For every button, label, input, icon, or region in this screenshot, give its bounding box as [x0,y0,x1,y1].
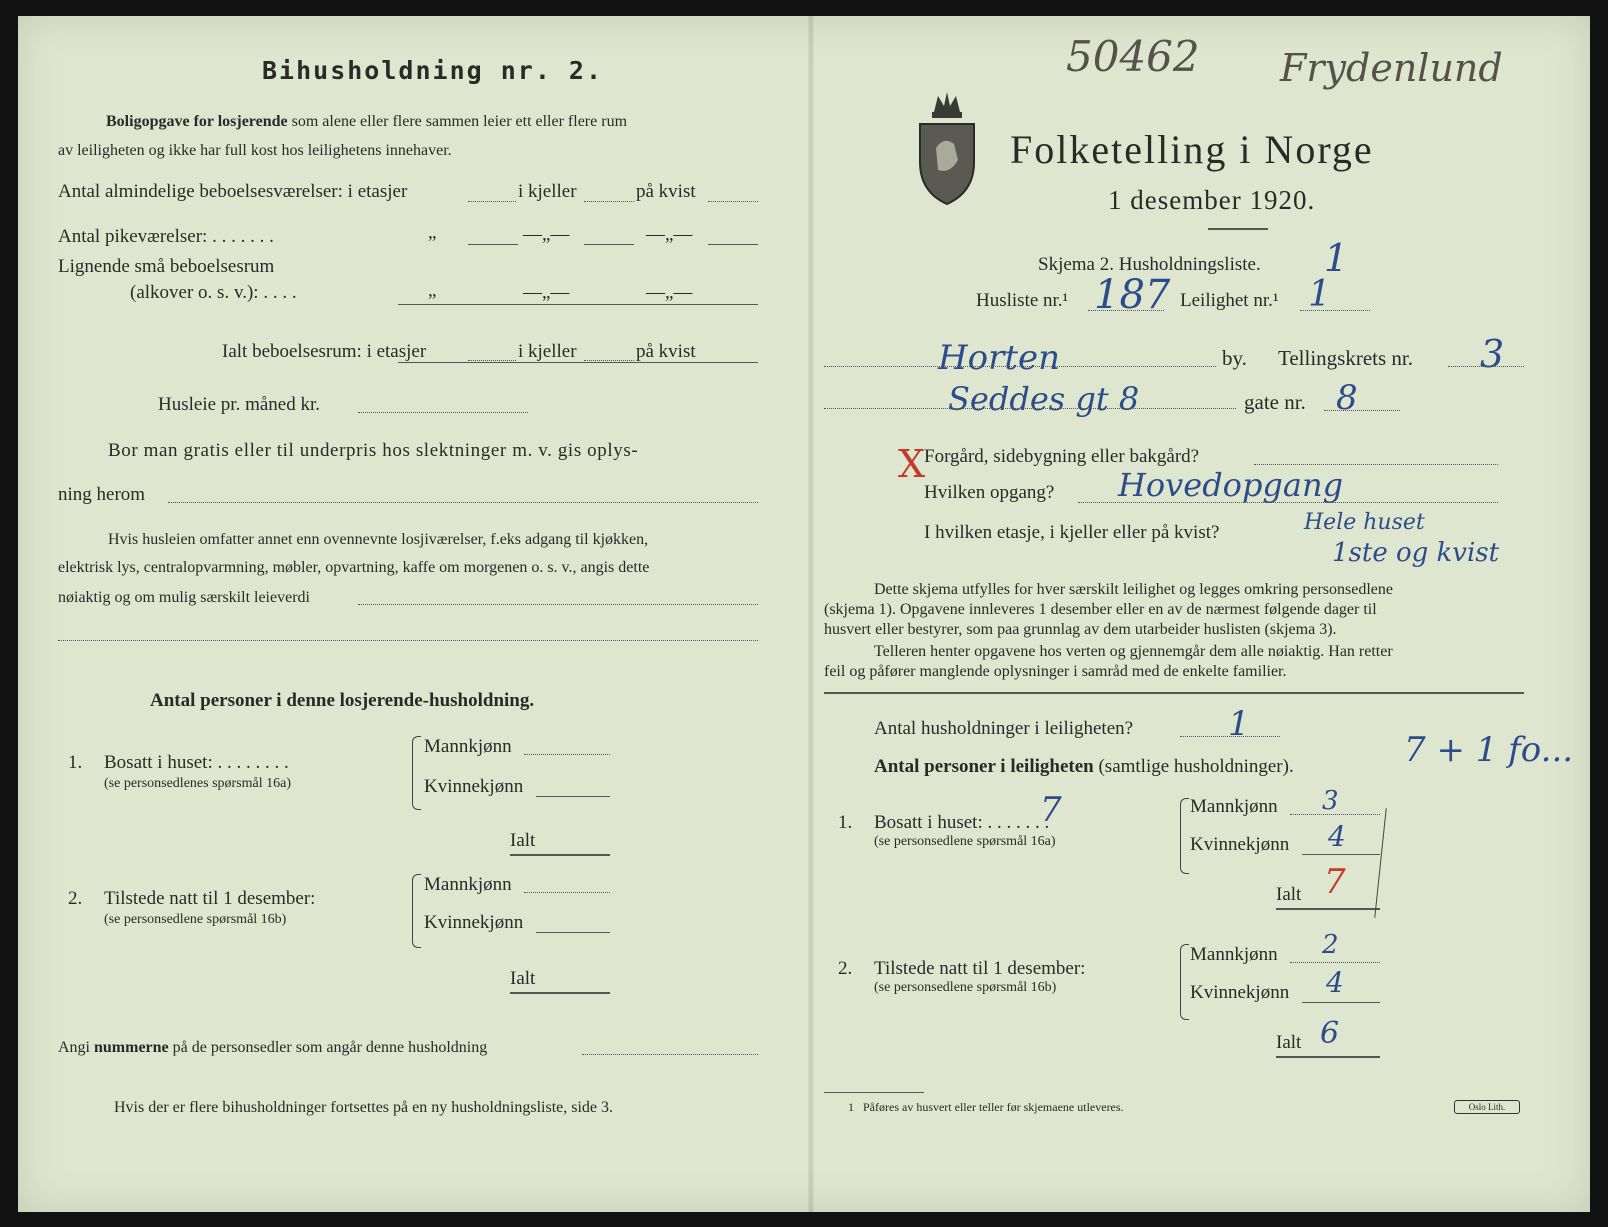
info-line5: feil og påfører manglende oplysninger i samråd med de enkelte familier. [824,663,1287,680]
right-q2-sub: (se personsedlene spørsmål 16b) [874,980,1057,995]
schema-label: Skjema 2. Husholdningsliste. [1038,254,1261,275]
small-rooms-label-1: Lignende små beboelsesrum [58,256,275,277]
right-q1-sub: (se personsedlene spørsmål 16a) [874,834,1056,849]
right-q2-mann-label: Mannkjønn [1190,944,1278,965]
page-fold [808,16,814,1212]
krets-field[interactable] [1448,366,1524,367]
forgard-label: Forgård, sidebygning eller bakgård? [924,446,1200,467]
right-q1-brace [1180,798,1189,874]
street-field[interactable] [824,408,1236,409]
opgang-field[interactable] [1078,502,1498,503]
note-field-1[interactable] [358,604,758,605]
census-form-sheet [18,16,1590,1212]
total-rooms-underline [398,362,758,363]
left-intro-line2: av leiligheten og ikke har full kost hos leilighetens innehaver. [58,142,452,159]
right-q2-label: Tilstede natt til 1 desember: [874,958,1086,979]
schema-number: 1 [1324,236,1349,280]
right-q1-kvinne-value: 4 [1328,820,1346,853]
right-q1-mann-field[interactable] [1290,814,1380,815]
right-q1-value: 7 [1040,790,1062,830]
title-rule [1208,228,1268,230]
note-line2: elektrisk lys, centralopvarmning, møbler, opvartning, kaffe om morgenen o. s. v., angis dette [58,559,650,576]
forgard-field[interactable] [1254,464,1498,465]
rent-label: Husleie pr. måned kr. [158,394,320,415]
right-q2-mann-field[interactable] [1290,962,1380,963]
angi-field[interactable] [582,1054,758,1055]
left-footer: Hvis der er flere bihusholdninger fortsettes på en ny husholdningsliste, side 3. [114,1099,614,1116]
persons-label-rest: (samtlige husholdninger). [1098,756,1294,777]
total-kvist-label: på kvist [636,341,696,362]
etasje-value-1: Hele huset [1304,510,1425,535]
right-q1-kvinne-field[interactable] [1302,854,1380,855]
hush-field[interactable] [1180,736,1280,737]
left-q1-label: Bosatt i huset: . . . . . . . . [104,752,289,773]
pike-field-1[interactable] [468,244,518,245]
left-q2-ialt-label: Ialt [510,968,536,989]
krets-value: 3 [1480,332,1505,376]
left-q2-number: 2. [68,888,83,909]
right-q2-mann-value: 2 [1322,930,1339,960]
footnote-number: 1 [848,1100,854,1114]
intro-bold: Boligopgave for losjerende [106,113,288,130]
note-line1: Hvis husleien omfatter annet enn ovennevnte losjiværelser, f.eks adgang til kjøkken, [108,531,649,548]
gratis-line2: ning herom [58,484,146,505]
info-line1: Dette skjema utfylles for hver særskilt leilighet og legges omkring personsedlene [874,581,1393,598]
left-q1-sub: (se personsedlenes spørsmål 16a) [104,776,292,791]
total-kjeller-field[interactable] [584,360,634,361]
pike-field-3[interactable] [708,244,758,245]
archive-place: Frydenlund [1280,46,1503,90]
right-q1-mann-value: 3 [1322,786,1339,816]
etasje-label: I hvilken etasje, i kjeller eller på kvist? [924,522,1220,543]
right-q1-ialt-field[interactable] [1276,908,1380,910]
total-etasjer-field[interactable] [468,360,516,361]
info-line2: (skjema 1). Opgavene innleveres 1 desember eller en av de nærmest følgende dager til [824,601,1377,618]
right-q2-number: 2. [838,958,853,979]
husliste-value: 187 [1094,272,1171,318]
note-line3: nøiaktig og om mulig særskilt leieverdi [58,589,310,606]
check-stroke [1374,808,1386,918]
street-value: Seddes gt 8 [948,380,1140,418]
left-q1-brace [412,736,421,810]
forgard-mark: X [898,442,926,486]
leilighet-value: 1 [1308,274,1331,315]
persons-heading: Antal personer i denne losjerende-husholdning. [150,690,535,711]
leilighet-label: Leilighet nr.¹ [1180,290,1279,311]
left-q1-mann-label: Mannkjønn [424,736,512,757]
left-q1-mann-field[interactable] [524,754,610,755]
etasje-value-2: 1ste og kvist [1332,538,1500,568]
rent-field[interactable] [358,412,528,413]
left-q2-mann-field[interactable] [524,892,610,893]
gratis-field[interactable] [168,502,758,503]
left-q2-mann-label: Mannkjønn [424,874,512,895]
krets-label: Tellingskrets nr. [1278,346,1414,370]
norwegian-coat-of-arms-icon [914,88,980,208]
info-rule [824,692,1524,694]
left-q2-kvinne-label: Kvinnekjønn [424,912,524,933]
left-q2-brace [412,874,421,948]
persons-label-bold: Antal personer i leiligheten [874,756,1094,777]
small-ditto-3: —„— [646,282,693,303]
city-field[interactable] [824,366,1216,367]
footnote-text: Påføres av husvert eller teller før skjemaene utleveres. [863,1100,1124,1114]
gate-field[interactable] [1324,410,1400,411]
right-q2-kvinne-value: 4 [1326,966,1344,999]
gate-label: gate nr. [1244,390,1306,414]
pike-label: Antal pikeværelser: . . . . . . . [58,226,274,247]
left-q1-ialt-label: Ialt [510,830,536,851]
right-q1-ialt-label: Ialt [1276,884,1302,905]
gratis-line1: Bor man gratis eller til underpris hos slektninger m. v. gis oplys- [108,440,639,461]
note-field-2[interactable] [58,640,758,641]
right-q2-ialt-label: Ialt [1276,1032,1302,1053]
footnote-rule [824,1092,924,1093]
husliste-label: Husliste nr.¹ [976,290,1069,311]
left-q1-number: 1. [68,752,83,773]
right-q1-kvinne-label: Kvinnekjønn [1190,834,1290,855]
right-q1-label: Bosatt i huset: . . . . . . . [874,812,1050,833]
angi-line [58,1038,487,1057]
small-rooms-label-2: (alkover o. s. v.): . . . . [130,282,297,303]
right-q2-kvinne-field[interactable] [1302,1002,1380,1003]
right-q2-kvinne-label: Kvinnekjønn [1190,982,1290,1003]
right-q1-number: 1. [838,812,853,833]
rooms-label: Antal almindelige beboelsesværelser: i etasjer [58,181,408,202]
by-label: by. [1222,346,1247,370]
hush-label: Antal husholdninger i leiligheten? [874,718,1134,739]
angi-bold: nummerne [94,1039,169,1056]
rooms-kjeller-label: i kjeller [518,181,577,202]
archive-number: 50462 [1066,32,1200,81]
left-q2-kvinne-field[interactable] [536,932,610,933]
right-date: 1 desember 1920. [1108,185,1316,215]
persons-total-note: 7 + 1 fo... [1404,730,1574,770]
small-ditto-2: —„— [523,282,570,303]
left-q2-ialt-field[interactable] [510,992,610,994]
leilighet-field[interactable] [1300,310,1370,311]
total-kjeller-label: i kjeller [518,341,577,362]
left-q2-sub: (se personsedlene spørsmål 16b) [104,912,287,927]
intro-rest: som alene eller flere sammen leier ett eller flere rum [291,113,628,130]
right-q2-ialt-field[interactable] [1276,1056,1380,1058]
footnote [848,1100,1124,1114]
gate-value: 8 [1336,378,1358,418]
hush-value: 1 [1228,704,1250,744]
info-line3: husvert eller bestyrer, som paa grunnlag av dem utarbeider huslisten (skjema 3). [824,621,1337,638]
right-q2-ialt-value: 6 [1320,1016,1340,1051]
small-rooms-field[interactable] [398,304,758,305]
total-rooms-label: Ialt beboelsesrum: i etasjer [222,341,427,362]
rooms-kvist-field[interactable] [708,201,758,202]
opgang-label: Hvilken opgang? [924,482,1055,503]
pike-ditto-1: „ [428,222,437,243]
info-line4: Telleren henter opgavene hos verten og gjennemgår dem alle nøiaktig. Han retter [874,643,1393,660]
opgang-value: Hovedopgang [1118,466,1344,504]
left-intro-line1 [106,112,627,131]
right-q2-brace [1180,944,1189,1020]
right-q1-ialt-value: 7 [1324,862,1346,902]
husliste-field[interactable] [1088,310,1164,311]
pike-field-2[interactable] [584,244,634,245]
left-q1-kvinne-field[interactable] [536,796,610,797]
rooms-kvist-label: på kvist [636,181,696,202]
left-q1-ialt-field[interactable] [510,854,610,856]
rooms-etasjer-field[interactable] [468,201,516,202]
left-title: Bihusholdning nr. 2. [262,56,604,85]
angi-pre: Angi [58,1039,90,1056]
rooms-kjeller-field[interactable] [584,201,634,202]
persons-label [874,756,1294,779]
left-q2-label: Tilstede natt til 1 desember: [104,888,316,909]
pike-ditto-3: —„— [646,224,693,245]
small-ditto-1: „ [428,280,437,301]
angi-rest: på de personsedler som angår denne husholdning [172,1039,488,1056]
right-title: Folketelling i Norge [1010,127,1374,172]
left-q1-kvinne-label: Kvinnekjønn [424,776,524,797]
right-q1-mann-label: Mannkjønn [1190,796,1278,817]
city-value: Horten [938,338,1061,378]
printer-stamp: Oslo Lith. [1454,1100,1520,1114]
pike-ditto-2: —„— [523,224,570,245]
